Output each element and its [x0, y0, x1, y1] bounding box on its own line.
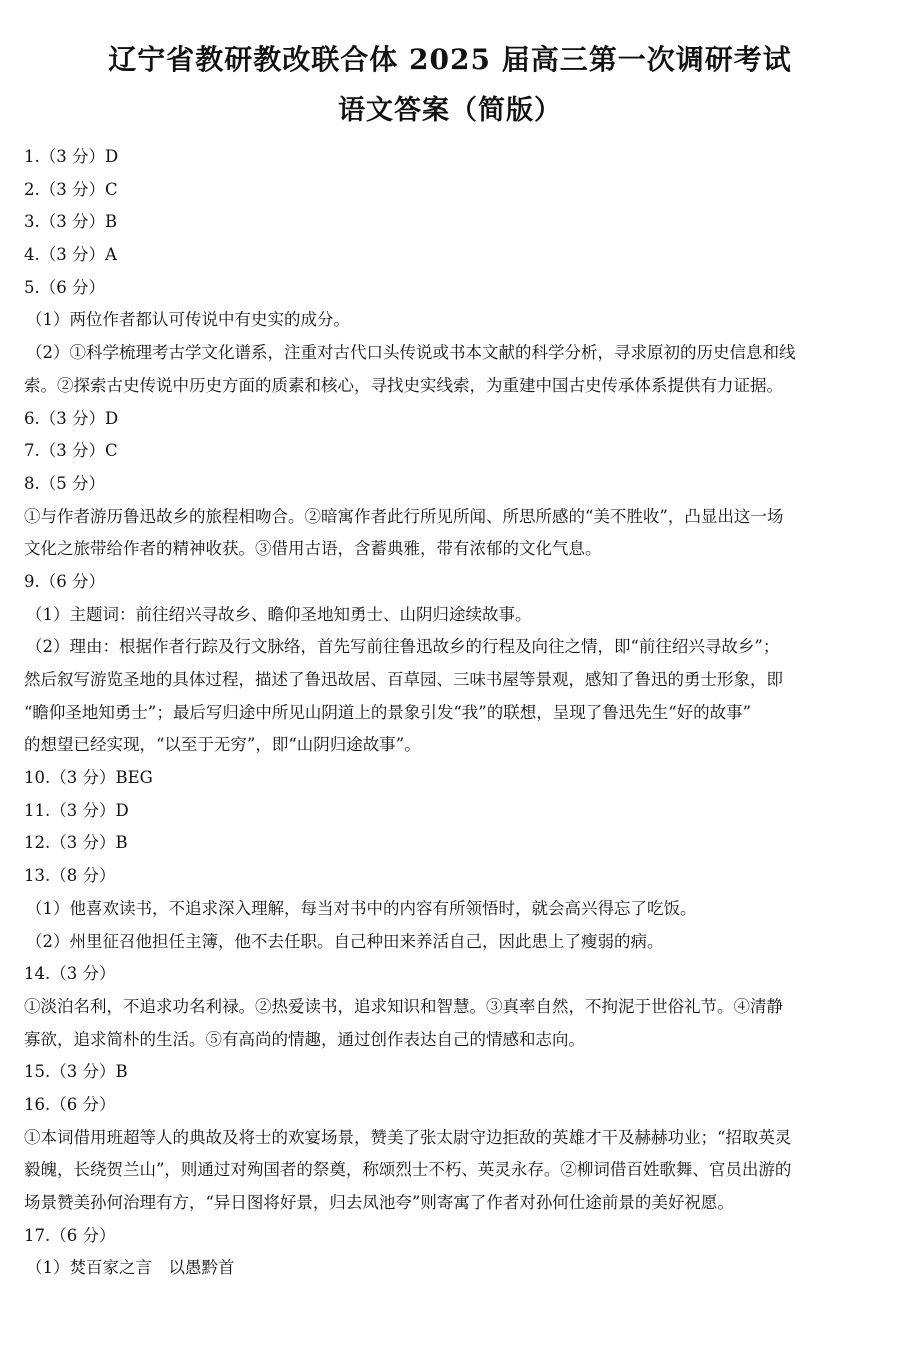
- answer-line: 10.（3 分）BEG: [24, 768, 153, 788]
- answer-line: 17.（6 分）: [24, 1225, 116, 1245]
- answer-line: 8.（5 分）: [24, 473, 105, 493]
- answer-line: 3.（3 分）B: [24, 212, 118, 232]
- answer-line: 7.（3 分）C: [24, 441, 118, 461]
- answer-line: 14.（3 分）: [24, 964, 116, 984]
- answer-line: 2.（3 分）C: [24, 179, 118, 199]
- answer-line: （2）州里征召他担任主簿，他不去任职。自己种田来养活自己，因此患上了瘦弱的病。: [26, 931, 664, 951]
- answer-line: 的想望已经实现，“以至于无穷”，即“山阴归途故事”。: [24, 735, 421, 755]
- document-title: 辽宁省教研教改联合体 2025 届高三第一次调研考试: [108, 43, 792, 76]
- answer-list: [24, 141, 880, 1285]
- answer-line: 1.（3 分）D: [24, 147, 119, 166]
- answer-line: 5.（6 分）: [24, 277, 105, 297]
- answer-line: （1）焚百家之言 以愚黔首: [26, 1258, 235, 1278]
- answer-line: 13.（8 分）: [24, 866, 116, 886]
- answer-line: （2）①科学梳理考古学文化谱系，注重对古代口头传说或书本文献的科学分析，寻求原初的历史信息和线: [26, 343, 796, 363]
- answer-line: 然后叙写游览圣地的具体过程，描述了鲁迅故居、百草园、三味书屋等景观，感知了鲁迅的勇士形象，即: [24, 670, 783, 689]
- answer-line: ①淡泊名利，不追求功名利禄。②热爱读书，追求知识和智慧。③真率自然，不拘泥于世俗礼节。④清静: [24, 996, 783, 1016]
- answer-line: （1）他喜欢读书，不追求深入理解，每当对书中的内容有所领悟时，就会高兴得忘了吃饭。: [26, 898, 697, 918]
- answer-line: ①本词借用班超等人的典故及将士的欢宴场景，赞美了张太尉守边拒敌的英雄才干及赫赫功业；“招取英灵: [24, 1127, 792, 1147]
- answer-line: 15.（3 分）B: [24, 1062, 128, 1082]
- answer-line: 6.（3 分）D: [24, 408, 119, 428]
- answer-line: “瞻仰圣地知勇士”；最后写归途中所见山阴道上的景象引发“我”的联想，呈现了鲁迅先生“好的故事”: [24, 702, 752, 722]
- answer-line: 16.（6 分）: [24, 1094, 116, 1114]
- answer-line: 文化之旅带给作者的精神收获。③借用古语，含蓄典雅，带有浓郁的文化气息。: [24, 539, 602, 559]
- answer-line: 场景赞美孙何治理有方，“异日图将好景，归去凤池夸”则寄寓了作者对孙何仕途前景的美好祝愿。: [24, 1193, 734, 1212]
- document-subtitle: 语文答案（简版）: [338, 95, 562, 126]
- answer-line: ①与作者游历鲁迅故乡的旅程相吻合。②暗寓作者此行所见所闻、所思所感的“美不胜收”，凸显出这一场: [24, 506, 784, 526]
- answer-line: 9.（6 分）: [24, 571, 105, 591]
- answer-line: 寡欲，追求简朴的生活。⑤有高尚的情趣，通过创作表达自己的情感和志向。: [24, 1029, 585, 1049]
- answer-line: 毅魄，长绕贺兰山”，则通过对殉国者的祭奠，称颂烈士不朽、英灵永存。②柳词借百姓歌舞、官员出游的: [24, 1160, 792, 1180]
- answer-line: 索。②探索古史传说中历史方面的质素和核心，寻找史实线索，为重建中国古史传承体系提供有力证据。: [24, 375, 783, 395]
- answer-line: （1）两位作者都认可传说中有史实的成分。: [26, 310, 350, 330]
- answer-line: （1）主题词：前往绍兴寻故乡、瞻仰圣地知勇士、山阴归途续故事。: [26, 604, 532, 624]
- answer-line: （2）理由：根据作者行踪及行文脉络，首先写前往鲁迅故乡的行程及向往之情，即“前往绍兴寻故乡”；: [26, 637, 780, 657]
- answer-line: 4.（3 分）A: [24, 245, 117, 265]
- answer-line: 11.（3 分）D: [24, 800, 129, 820]
- answer-line: 12.（3 分）B: [24, 833, 128, 853]
